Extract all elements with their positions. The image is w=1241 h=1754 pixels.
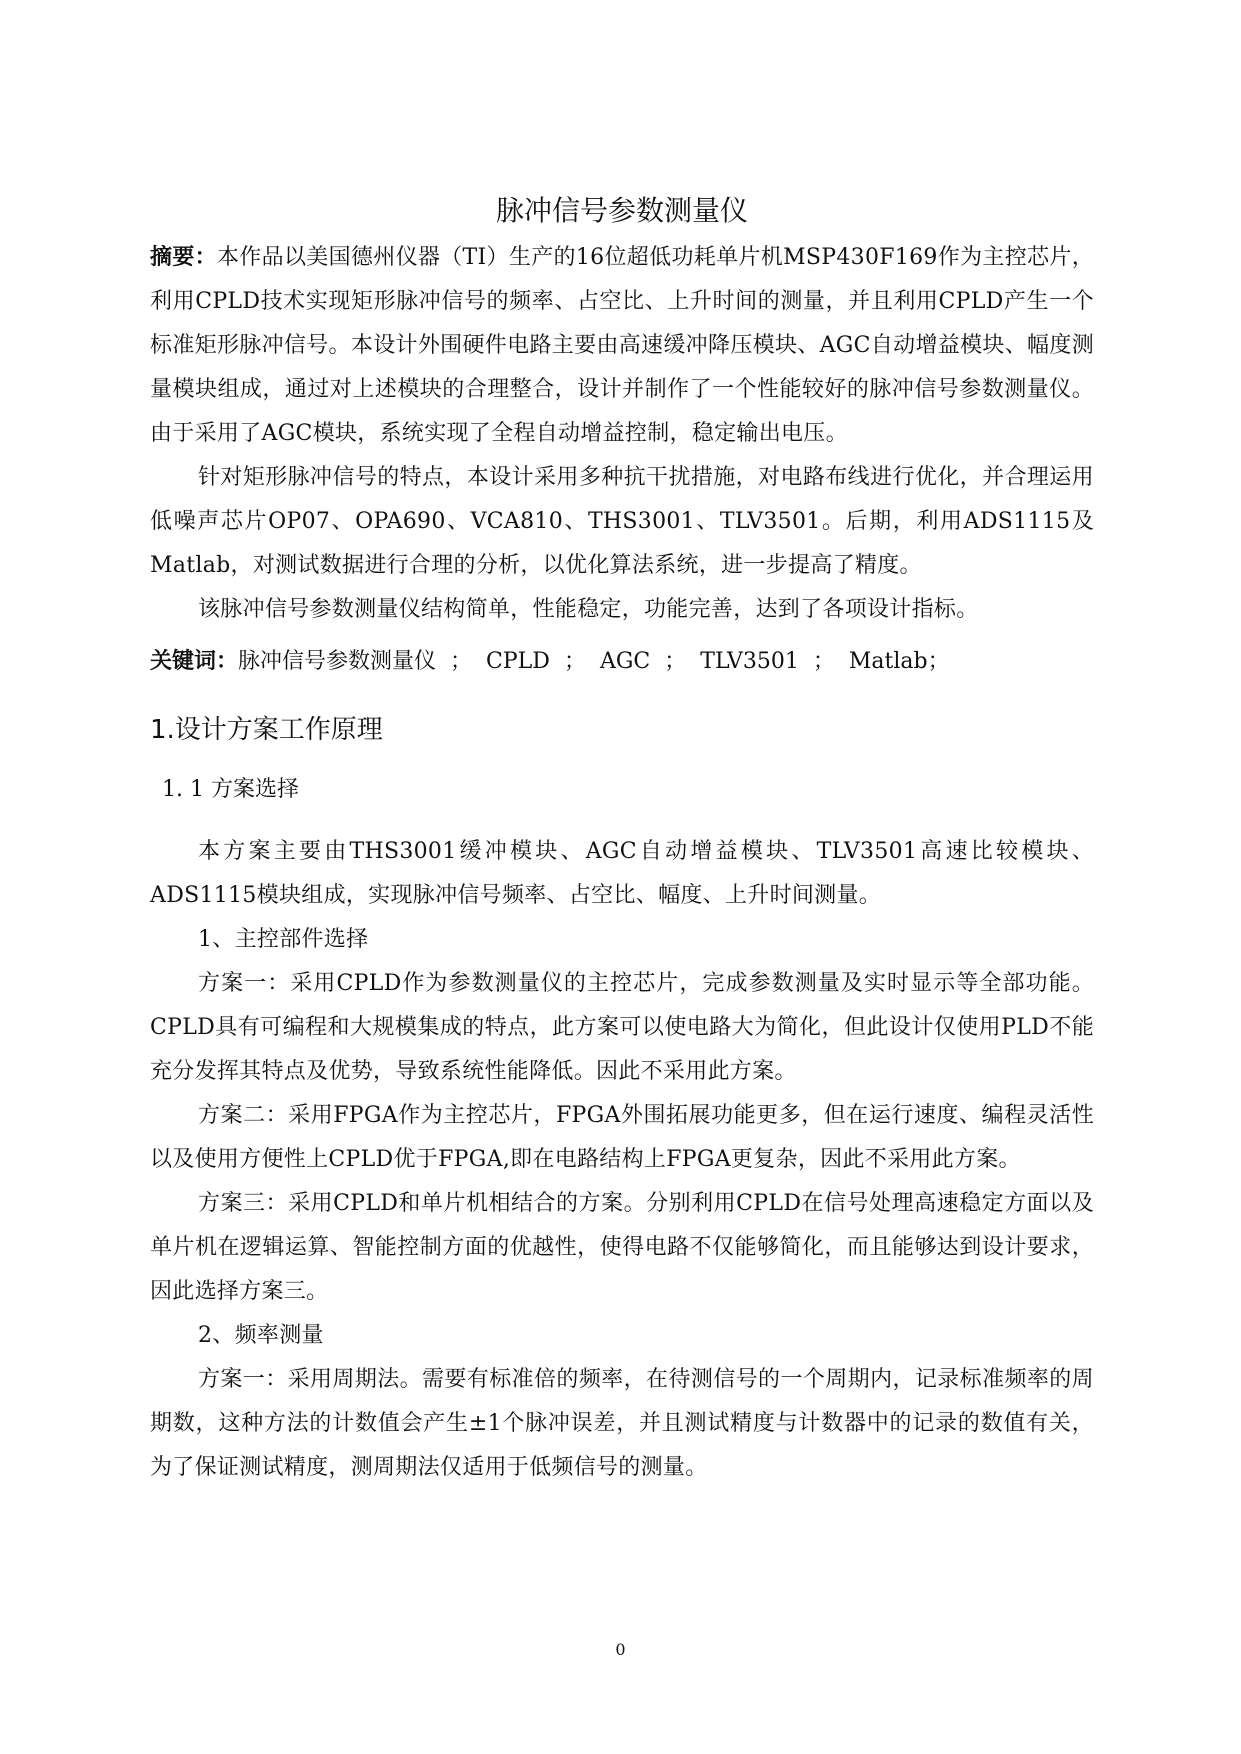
- abstract-text: 本作品以美国德州仪器（TI）生产的16位超低功耗单片机MSP430F169作为主控芯片，利用CPLD技术实现矩形脉冲信号的频率、占空比、上升时间的测量，并且利用CPLD产生一个标准矩形脉冲信号。本设计外围硬件电路主要由高速缓冲降压模块、AGC自动增益模块、幅度测量模块组成，通过对上述模块的合理整合，设计并制作了一个性能较好的脉冲信号参数测量仪。由于采用了AGC模块，系统实现了全程自动增益控制，稳定输出电压。: [150, 245, 1094, 446]
- abstract-label: 摘要：: [150, 245, 217, 270]
- part2-title: 2、频率测量: [198, 1323, 324, 1348]
- page-content: [150, 190, 1094, 1490]
- keyword-item: Matlab: [848, 649, 928, 674]
- keyword-item: 脉冲信号参数测量仪: [238, 649, 437, 674]
- keyword-trailing-separator: ；: [927, 649, 950, 674]
- abstract-paragraph: [150, 236, 1094, 456]
- abstract-paragraph-2: 针对矩形脉冲信号的特点，本设计采用多种抗干扰措施，对电路布线进行优化，并合理运用低噪声芯片OP07、OPA690、VCA810、THS3001、TLV3501。后期，利用ADS1115及Matlab，对测试数据进行合理的分析，以优化算法系统，进一步提高了精度。: [150, 465, 1094, 578]
- page-number: 0: [615, 1640, 626, 1659]
- keyword-separator: ；: [450, 649, 473, 674]
- part1-option2-paragraph: 方案二：采用FPGA作为主控芯片，FPGA外围拓展功能更多，但在运行速度、编程灵活性以及使用方便性上CPLD优于FPGA,即在电路结构上FPGA更复杂，因此不采用此方案。: [150, 1103, 1094, 1172]
- keywords-line: [150, 640, 1094, 684]
- keyword-item: AGC: [599, 649, 651, 674]
- document-title: 脉冲信号参数测量仪: [495, 194, 748, 227]
- part1-option3-paragraph: 方案三：采用CPLD和单片机相结合的方案。分别利用CPLD在信号处理高速稳定方面以及单片机在逻辑运算、智能控制方面的优越性，使得电路不仅能够简化，而且能够达到设计要求，因此选择方案三。: [150, 1191, 1094, 1304]
- scheme-intro-paragraph: 本方案主要由THS3001缓冲模块、AGC自动增益模块、TLV3501高速比较模块、ADS1115模块组成，实现脉冲信号频率、占空比、幅度、上升时间测量。: [150, 839, 1094, 908]
- section-heading: 1.设计方案工作原理: [150, 715, 383, 745]
- part1-title: 1、主控部件选择: [198, 927, 369, 952]
- keyword-item: CPLD: [486, 649, 550, 674]
- part2-option1-paragraph: 方案一：采用周期法。需要有标准倍的频率，在待测信号的一个周期内，记录标准频率的周期数，这种方法的计数值会产生±1个脉冲误差，并且测试精度与计数器中的记录的数值有关，为了保证测试精度，测周期法仅适用于低频信号的测量。: [150, 1367, 1094, 1480]
- keyword-item: TLV3501: [700, 649, 799, 674]
- keyword-separator: ；: [563, 649, 586, 674]
- keyword-separator: ；: [812, 649, 835, 674]
- part1-option1-paragraph: 方案一：采用CPLD作为参数测量仪的主控芯片，完成参数测量及实时显示等全部功能。CPLD具有可编程和大规模集成的特点，此方案可以使电路大为简化，但此设计仅使用PLD不能充分发挥其特点及优势，导致系统性能降低。因此不采用此方案。: [150, 971, 1094, 1084]
- abstract-paragraph-3: 该脉冲信号参数测量仪结构简单，性能稳定，功能完善，达到了各项设计指标。: [198, 597, 979, 622]
- keyword-separator: ；: [664, 649, 687, 674]
- subsection-heading: 1. 1 方案选择: [162, 777, 299, 802]
- keywords-label: 关键词：: [150, 649, 239, 674]
